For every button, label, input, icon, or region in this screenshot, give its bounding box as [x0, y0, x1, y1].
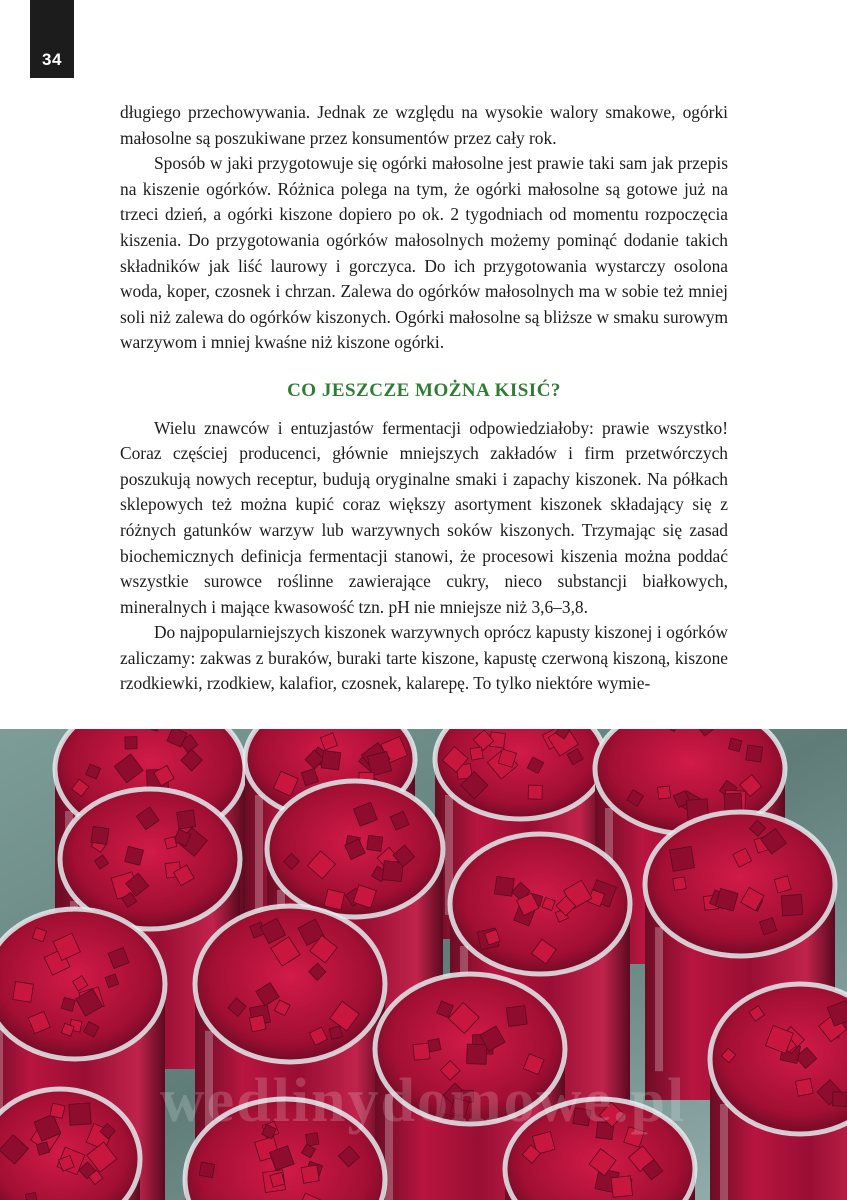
glass-highlight	[655, 927, 663, 1071]
beet-cube	[467, 1044, 487, 1064]
beet-cube	[321, 750, 341, 770]
beet-cube	[728, 738, 741, 751]
beet-cube	[746, 745, 763, 762]
beet-cube	[13, 982, 34, 1003]
beet-cube	[413, 1043, 430, 1060]
article-text	[120, 100, 728, 697]
beet-cube	[470, 747, 483, 760]
beet-cube	[367, 835, 383, 851]
beet-cube	[50, 1103, 65, 1118]
beet-cube	[494, 876, 514, 896]
beet-cube	[673, 877, 686, 890]
beet-cube	[724, 793, 742, 811]
beet-cube	[506, 1006, 527, 1027]
paragraph: Wielu znawców i entuzjastów fermentacji odpowiedziałoby: prawie wszystko! Coraz częściej producenci, głównie mniejszych zakładów i firm przetwórczych poszukują nowych receptur, budują oryginalne smaki i zapachy kiszonek. Na półkach sklepowych też można kupić coraz większy asortyment kiszonek składający się z różnych gatunków warzyw lub warzywnych soków kiszonych. Trzymając się zasad biochemicznych definicja fermentacji stanowi, że procesowi kiszenia można poddać wszystkie surowce roślinne zawierające cukry, nieco substancji białkowych, mineralnych i mające kwasowość tzn. pH nie mniejsze niż 3,6–3,8.	[120, 417, 728, 617]
beet-cube	[670, 846, 695, 871]
beet-cube	[528, 785, 542, 799]
beet-jars-illustration	[0, 729, 847, 1200]
glass-highlight	[255, 795, 263, 915]
beet-cube	[301, 1165, 319, 1183]
photo-watermark: wedlinydomowe.pl	[159, 1067, 687, 1135]
paragraph: długiego przechowywania. Jednak ze względu na wysokie walory smakowe, ogórki małosolne są poszukiwane przez konsumentów przez cały rok.	[120, 102, 728, 148]
beet-cube	[165, 837, 177, 849]
beet-cube	[249, 1015, 266, 1032]
beet-cube	[329, 1026, 343, 1040]
beet-cube	[657, 786, 670, 799]
paragraph: Sposób w jaki przygotowuje się ogórki małosolne jest prawie taki sam jak przepis na kiszenie ogórków. Różnica polega na tym, że ogórki małosolne są gotowe już na trzeci dzień, a ogórki kiszone dopiero po ok. 2 tygodniach od momentu rozpoczęcia kiszenia. Do przygotowania ogórków małosolnych możemy pominąć dodanie takich składników jak liść laurowy i gorczyca. Do ich przygotowania wystarczy osolona woda, koper, czosnek i chrzan. Zalewa do ogórków małosolnych ma w sobie też mniej soli niż zalewa do ogórków kiszonych. Ogórki małosolne są bliższe w smaku surowym warzywom i mniej kwaśne niż kiszone ogórki.	[120, 153, 728, 353]
beet-cube	[91, 826, 109, 844]
section-heading: CO JESZCZE MOŻNA KISIĆ?	[287, 379, 561, 401]
beet-cube	[125, 846, 144, 865]
beet-cube	[833, 1092, 847, 1107]
page-number-tab	[30, 0, 74, 78]
beet-cube	[25, 1192, 37, 1200]
beet-cube	[69, 1103, 91, 1125]
beet-cube	[367, 752, 391, 776]
beet-cube	[795, 1078, 813, 1096]
page-number: 34	[42, 50, 62, 69]
beet-cube	[428, 1039, 441, 1052]
beet-cube	[177, 810, 196, 829]
beet-cube	[125, 737, 137, 749]
paragraph: Do najpopularniejszych kiszonek warzywnych oprócz kapusty kiszonej i ogórków zaliczamy: zakwas z buraków, buraki tarte kiszone, kapustę czerwoną kiszoną, kiszone rzodkiewki, rzodkiew, kalafior, czosnek, kalarepę. To tylko niektóre wymie-	[120, 622, 728, 694]
beet-cube	[199, 1162, 214, 1177]
beet-cube	[611, 1176, 632, 1197]
beet-cube	[781, 894, 802, 915]
beet-cube	[324, 889, 345, 910]
glass-highlight	[720, 1104, 728, 1200]
beet-jars-photo	[0, 729, 847, 1200]
beet-cube	[270, 1172, 285, 1187]
